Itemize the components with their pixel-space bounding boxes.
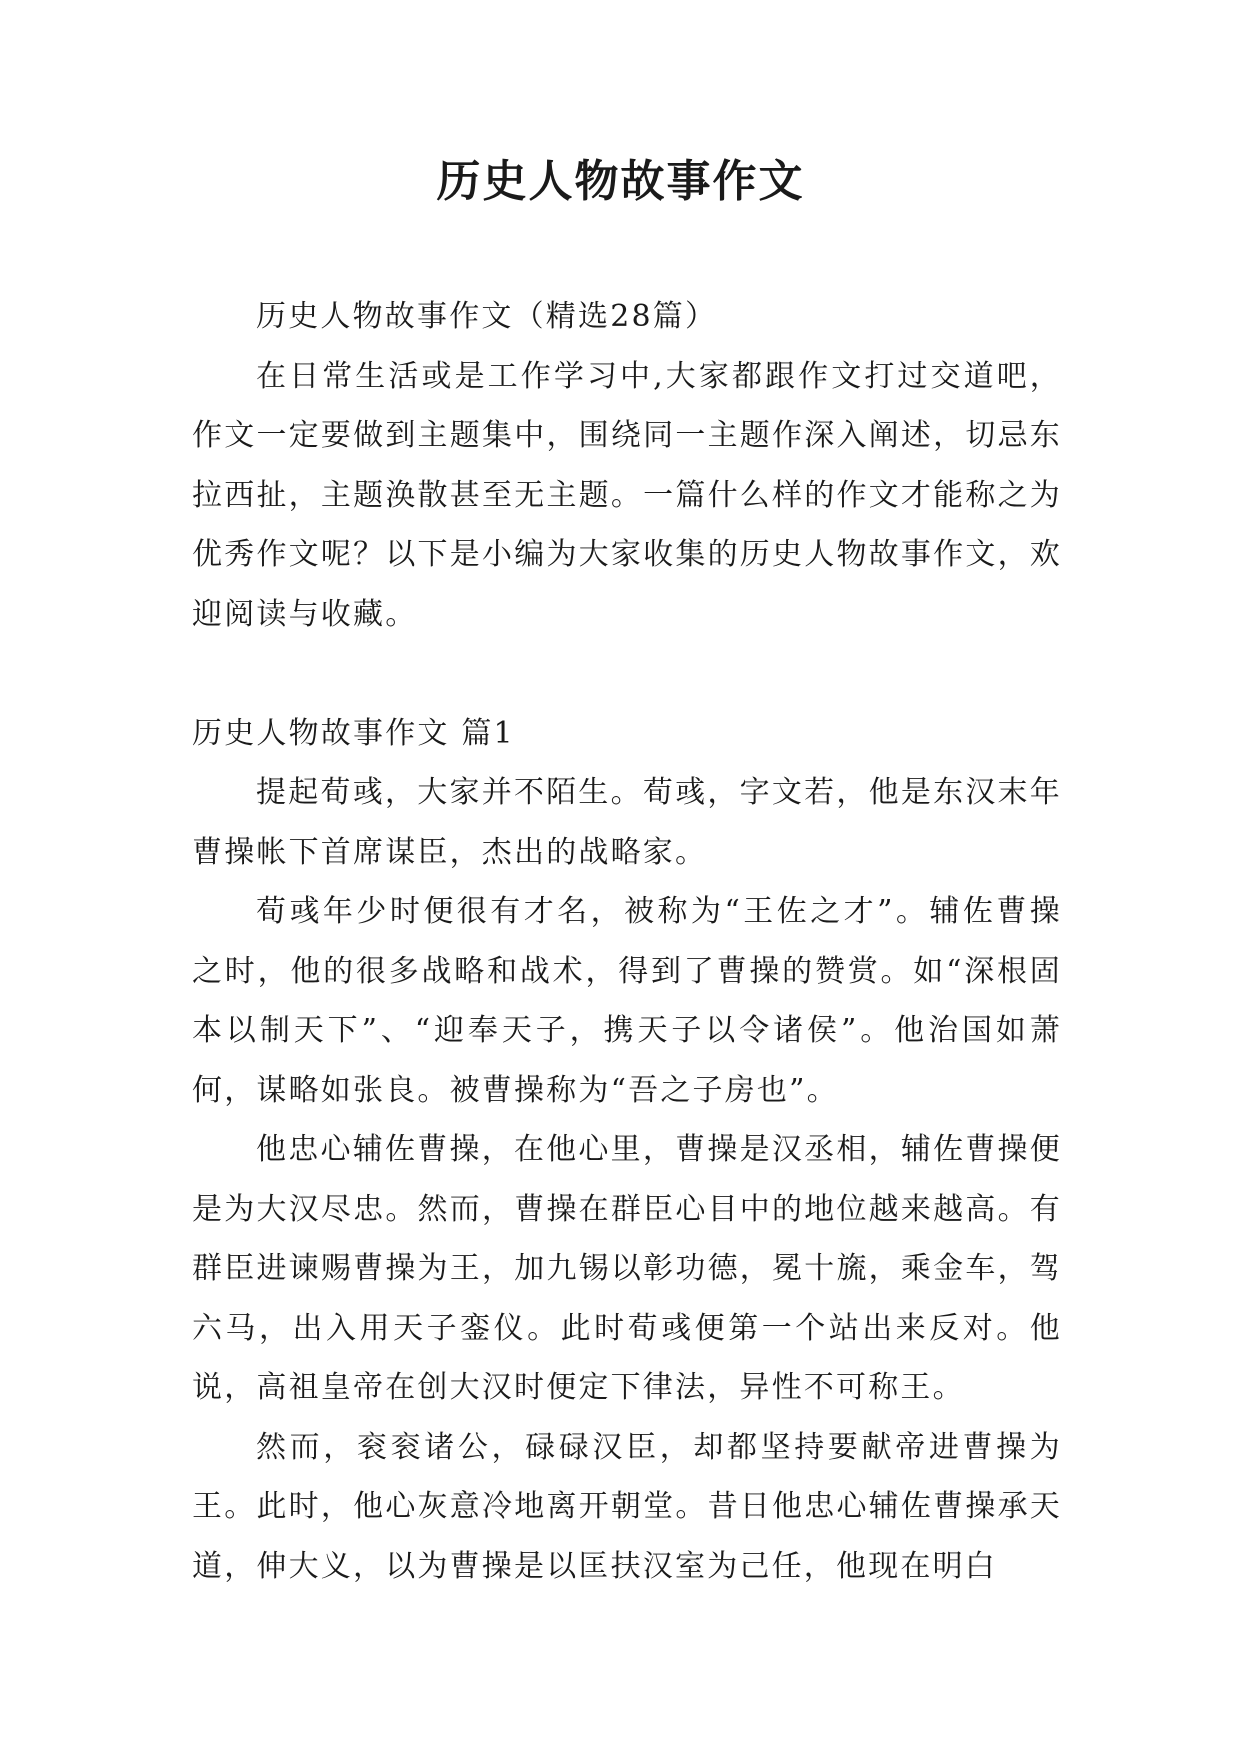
intro-paragraph: 在日常生活或是工作学习中,大家都跟作文打过交道吧，作文一定要做到主题集中，围绕同一主题作深入阐述，切忌东拉西扯，主题涣散甚至无主题。一篇什么样的作文才能称之为优秀作文呢？以下是小编为大家收集的历史人物故事作文，欢迎阅读与收藏。 [192, 358, 1062, 632]
body-paragraph: 他忠心辅佐曹操，在他心里，曹操是汉丞相，辅佐曹操便是为大汉尽忠。然而，曹操在群臣心目中的地位越来越高。有群臣进谏赐曹操为王，加九锡以彰功德，冕十旒，乘金车，驾六马，出入用天子銮仪。此时荀彧便第一个站出来反对。他说，高祖皇帝在创大汉时便定下律法，异性不可称王。 [192, 1132, 1062, 1405]
document-body [192, 287, 1062, 1596]
document-title: 历史人物故事作文 [436, 156, 805, 207]
body-paragraph: 然而，衮衮诸公，碌碌汉臣，却都坚持要献帝进曹操为王。此时，他心灰意冷地离开朝堂。昔日他忠心辅佐曹操承天道，伸大义，以为曹操是以匡扶汉室为己任，他现在明白 [192, 1429, 1062, 1584]
subtitle-line: 历史人物故事作文（精选28篇） [256, 299, 718, 334]
section-heading: 历史人物故事作文 篇1 [192, 715, 515, 751]
body-paragraph: 提起荀彧，大家并不陌生。荀彧，字文若，他是东汉末年曹操帐下首席谋臣，杰出的战略家。 [192, 775, 1062, 870]
paragraph-spacer [192, 644, 1062, 704]
body-paragraph: 荀彧年少时便很有才名，被称为“王佐之才”。辅佐曹操之时，他的很多战略和战术，得到了曹操的赞赏。如“深根固本以制天下”、“迎奉天子，携天子以令诸侯”。他治国如萧何，谋略如张良。被曹操称为“吾之子房也”。 [192, 894, 1062, 1108]
